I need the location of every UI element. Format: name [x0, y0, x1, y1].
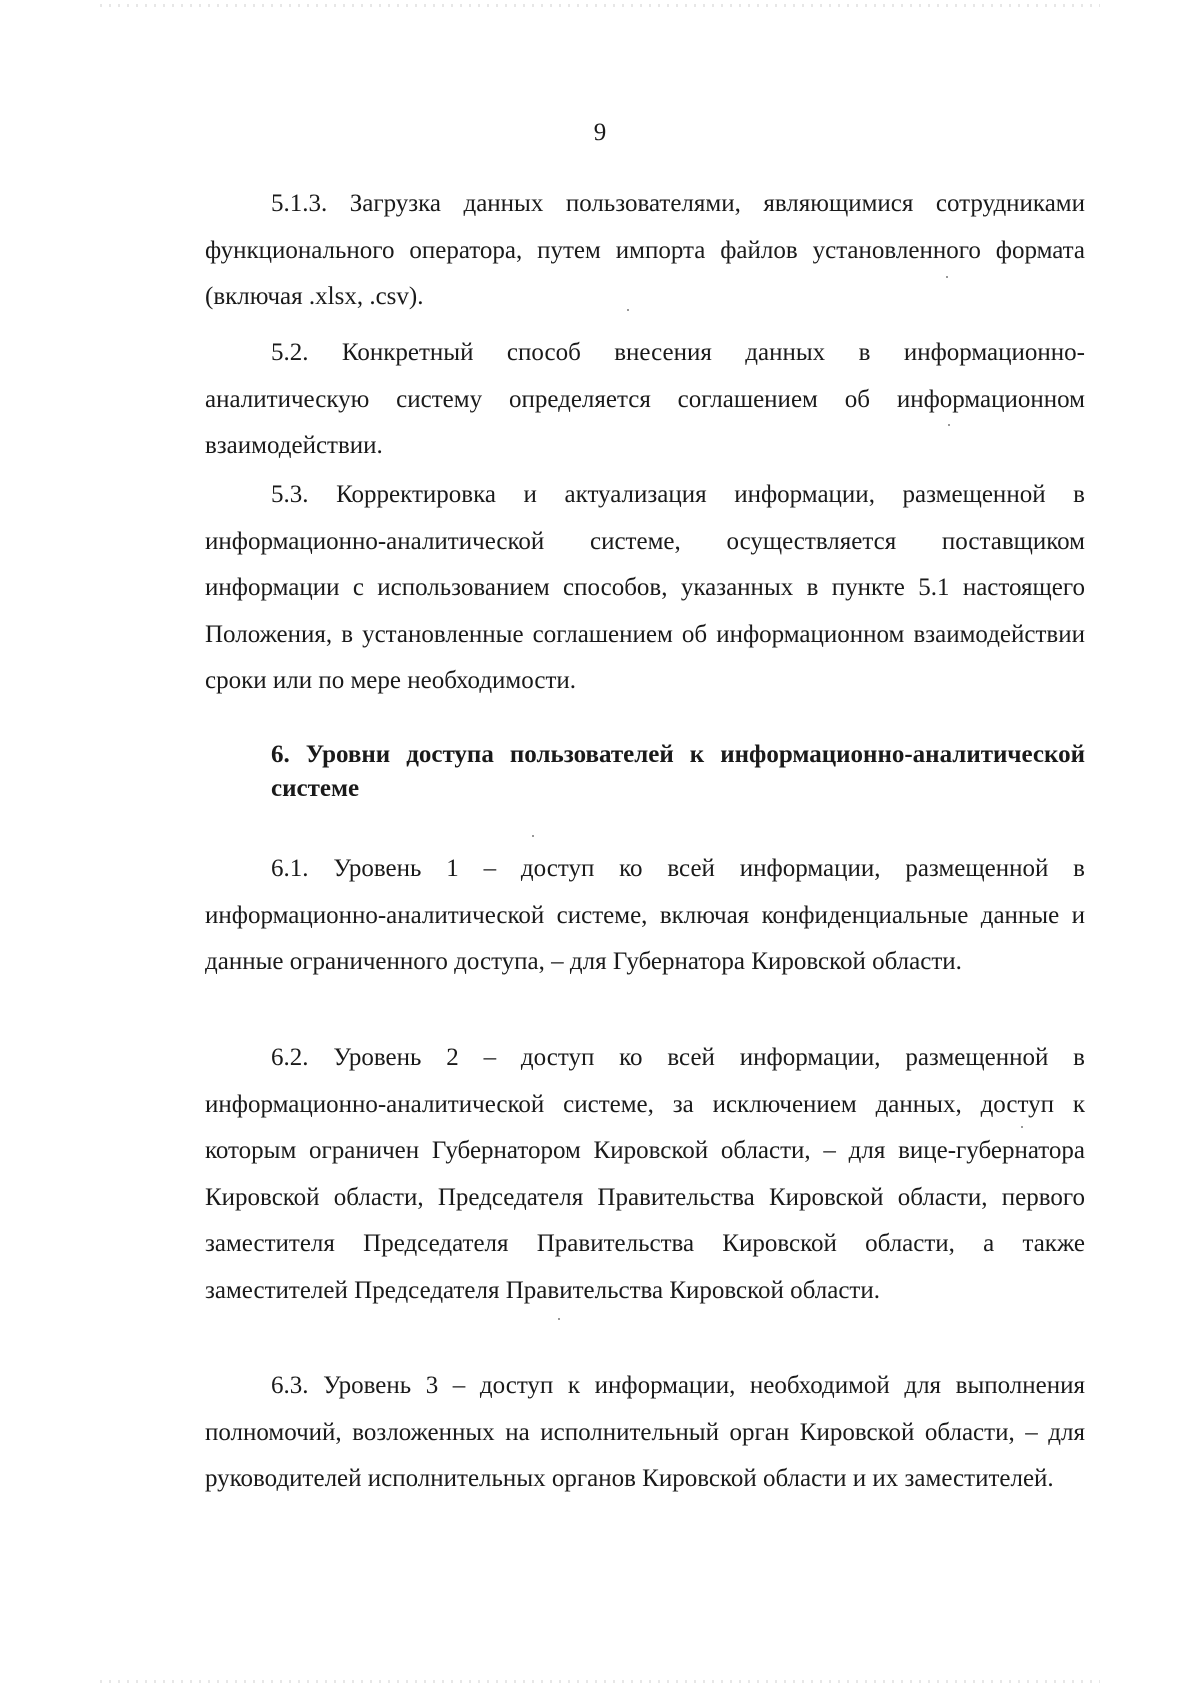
scan-speck: [532, 835, 534, 837]
paragraph-6-3: 6.3. Уровень 3 – доступ к информации, необходимой для выполнения полномочий, возложенных на исполнительный орган Кировской области, – для руководителей исполнительных органов Кировской области и их заместителей.: [205, 1372, 1085, 1493]
scan-speck: [946, 276, 948, 278]
scan-speck: [1021, 1126, 1023, 1128]
scan-noise-bottom: [100, 1680, 1100, 1683]
page-number: 9: [593, 119, 607, 146]
paragraph-5-2: 5.2. Конкретный способ внесения данных в информационно-аналитическую систему определяется соглашением об информационном взаимодействии.: [205, 339, 1085, 460]
scan-speck: [948, 424, 950, 426]
paragraph-6-2: 6.2. Уровень 2 – доступ ко всей информации, размещенной в информационно-аналитической системе, за исключением данных, доступ к которым ограничен Губернатором Кировской области, – для вице-губернатора Кировской области, Председателя Правительства Кировской области, первого заместителя Председателя Правительства Кировской области, а также заместителей Председателя Правительства Кировской области.: [205, 1044, 1085, 1304]
section-6-heading: 6. Уровни доступа пользователей к информационно-аналитической системе: [271, 741, 1085, 802]
paragraph-6-1: 6.1. Уровень 1 – доступ ко всей информации, размещенной в информационно-аналитической системе, включая конфиденциальные данные и данные ограниченного доступа, – для Губернатора Кировской области.: [205, 855, 1085, 976]
scan-speck: [627, 309, 629, 311]
scan-speck: [558, 1318, 560, 1320]
scan-noise-top: [100, 4, 1100, 7]
paragraph-5-1-3: 5.1.3. Загрузка данных пользователями, являющимися сотрудниками функционального оператора, путем импорта файлов установленного формата (включая .xlsx, .csv).: [205, 190, 1085, 311]
paragraph-5-3: 5.3. Корректировка и актуализация информации, размещенной в информационно-аналитической системе, осуществляется поставщиком информации с использованием способов, указанных в пункте 5.1 настоящего Положения, в установленные соглашением об информационном взаимодействии сроки или по мере необходимости.: [205, 481, 1085, 695]
